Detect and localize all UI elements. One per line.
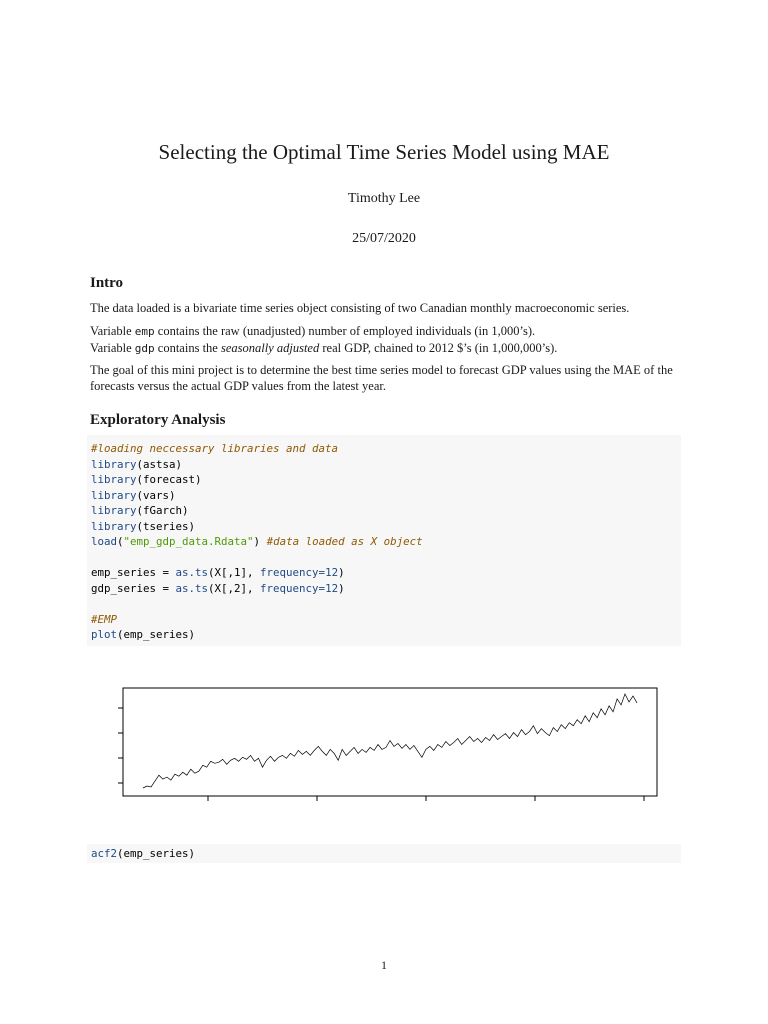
code-token: as.ts [175,566,209,579]
series-line [143,694,637,788]
code-line [91,503,681,519]
code-token: library [91,457,137,471]
section-heading-intro: Intro [90,275,124,291]
code-token: library [91,519,137,533]
document-title: Selecting the Optimal Time Series Model using MAE [158,140,610,164]
code-token: (fGarch) [136,504,189,517]
intro-paragraph-1: The data loaded is a bivariate time series object consisting of two Canadian monthly macroeconomic series. [90,301,630,315]
page-number: 1 [381,958,387,972]
code-token: (X[,2], [208,581,261,595]
code-block [87,435,681,646]
code-line [91,457,681,473]
date: 25/07/2020 [352,231,416,246]
code-token: (vars) [136,488,176,502]
text-span: real GDP, chained to 2012 $’s (in 1,000,000’s). [319,341,558,355]
code-token [91,551,98,564]
code-token: frequency= [260,581,326,595]
emphasis-text: seasonally adjusted [220,341,320,355]
code-token: plot [91,628,118,641]
inline-code: emp [134,325,155,338]
code-line [91,612,681,628]
code-token: 12 [325,581,339,595]
code-block-acf2 [87,844,681,863]
code-line [91,581,681,597]
code-line [91,550,681,566]
code-token: 12 [325,566,339,579]
code-token: (emp_series) [117,628,196,641]
code-token: library [91,488,137,502]
code-token: (tseries) [136,519,196,533]
code-line [91,846,681,862]
code-line [91,472,681,488]
code-token: as.ts [175,581,209,595]
code-token: ) [338,566,345,579]
author: Timothy Lee [347,191,421,206]
code-token: ) [253,535,267,548]
code-line [91,596,681,612]
code-token: (forecast) [136,473,202,486]
code-token: frequency= [260,566,326,579]
code-line [91,519,681,535]
code-line [91,488,681,504]
code-token: library [91,504,137,517]
code-token: "emp_gdp_data.Rdata" [123,535,254,548]
emp-series-plot [86,680,666,805]
text-span: contains the raw (unadjusted) number of employed individuals (in 1,000’s). [154,324,536,338]
code-line [91,534,681,550]
plot-frame [123,688,657,796]
code-token [91,597,98,610]
code-token: #EMP [91,612,118,626]
intro-paragraph-3: The goal of this mini project is to determine the best time series model to forecast GDP values using the MAE of the forecasts versus the actual GDP values from the latest year. [90,363,673,393]
inline-code: gdp [134,342,155,355]
code-token: ) [338,581,345,595]
code-line [91,441,681,457]
code-line [91,627,681,643]
text-span: Variable [90,324,135,338]
code-line [91,565,681,581]
code-token: acf2 [91,847,118,860]
code-token: #loading neccessary libraries and data [91,442,339,455]
section-heading-exploratory: Exploratory Analysis [90,412,226,428]
code-token: (X[,1], [208,566,261,579]
code-token: gdp_series = [91,581,176,595]
text-span: Variable [90,341,135,355]
code-token: ( [117,535,124,548]
text-span: contains the [154,341,221,355]
code-token: load [91,535,118,548]
code-token: (astsa) [136,457,183,471]
code-token: (emp_series) [117,847,196,860]
code-token: #data loaded as X object [266,535,423,548]
code-token: emp_series = [91,566,176,579]
code-token: library [91,473,137,486]
intro-paragraph-2 [90,323,690,357]
